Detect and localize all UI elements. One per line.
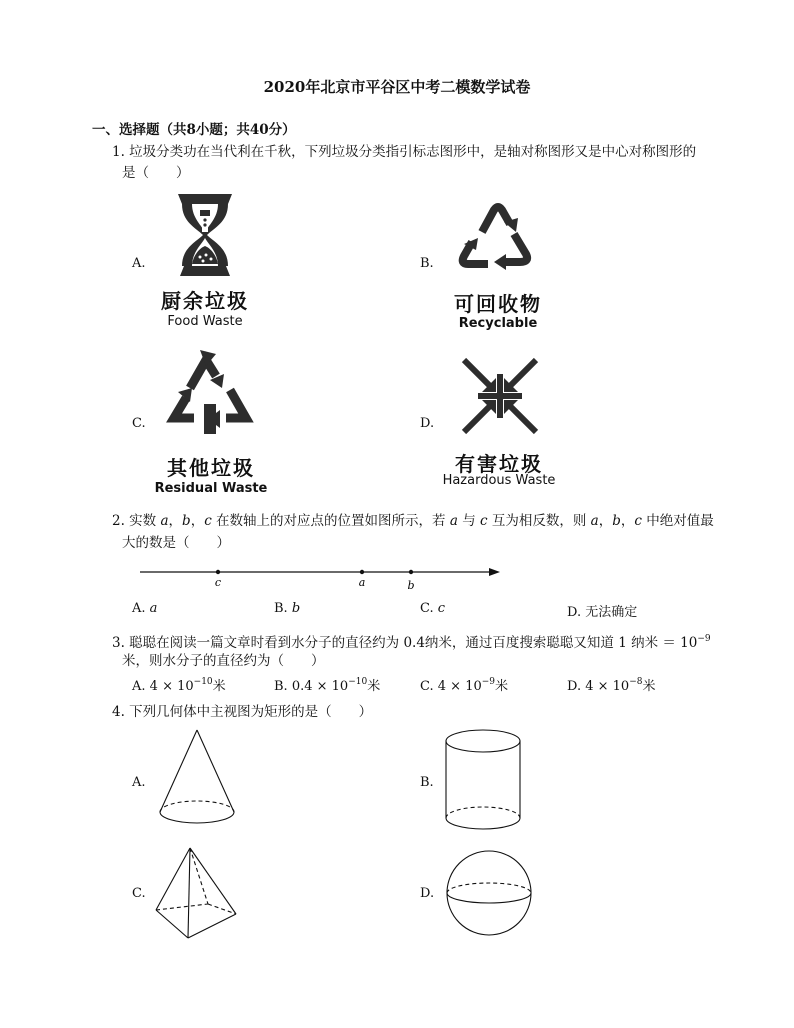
- sphere-icon: [444, 848, 534, 938]
- food-waste-icon: [170, 192, 240, 278]
- q2-var-b: b: [182, 513, 191, 529]
- q2-option-a-letter: A.: [132, 601, 146, 616]
- q3-option-b-unit: 米: [367, 679, 381, 694]
- q2-option-b-letter: B.: [274, 601, 288, 616]
- point-b: [409, 570, 413, 574]
- q1-option-c-letter[interactable]: C.: [132, 416, 146, 431]
- q2-var-b-3: b: [612, 513, 621, 529]
- q3-option-b-base: 0.4 × 10: [291, 679, 349, 694]
- q2-sep-1: ，: [168, 513, 183, 529]
- q2-text-mid: 在数轴上的对应点的位置如图所示，若: [211, 513, 450, 529]
- q4-option-d-letter[interactable]: D.: [420, 886, 435, 901]
- q3-option-a[interactable]: [132, 675, 226, 694]
- q1-option-b-caption-cn: 可回收物: [454, 292, 542, 316]
- q2-option-d-letter: D.: [567, 605, 582, 620]
- q3-option-d-letter: D.: [567, 679, 582, 694]
- q3-option-b[interactable]: [274, 675, 380, 694]
- section-heading: 一、选择题（共8小题；共40分）: [92, 122, 296, 138]
- q4-option-a-letter[interactable]: A.: [132, 775, 146, 790]
- question-1-line-2: 是（ ）: [122, 165, 190, 181]
- label-a: a: [358, 576, 366, 589]
- label-c: c: [214, 576, 222, 589]
- q2-option-b-text: b: [291, 601, 301, 616]
- question-2-line-1: [112, 511, 714, 532]
- label-b: b: [407, 579, 415, 592]
- q3-text: 3. 聪聪在阅读一篇文章时看到水分子的直径约为 0.4纳米，通过百度搜索聪聪又知道 1 纳米 ＝ 10: [112, 635, 698, 651]
- q4-option-b-letter[interactable]: B.: [420, 775, 434, 790]
- q3-exponent: −9: [697, 634, 711, 644]
- q1-option-c-caption-cn: 其他垃圾: [167, 456, 255, 480]
- q1-option-c-caption-en: Residual Waste: [154, 481, 268, 496]
- q2-text-pre: 2. 实数: [112, 513, 161, 529]
- q2-option-c-text: c: [437, 601, 446, 616]
- q2-var-a: a: [160, 513, 169, 529]
- page-title: 2020年北京市平谷区中考二模数学试卷: [263, 78, 531, 96]
- q2-option-b[interactable]: [274, 601, 300, 616]
- q2-var-a-3: a: [590, 513, 599, 529]
- q3-option-c-letter: C.: [420, 679, 434, 694]
- q2-var-c: c: [204, 513, 212, 529]
- q3-option-d[interactable]: [567, 675, 656, 694]
- q3-option-c-unit: 米: [495, 679, 509, 694]
- q3-option-a-exp: −10: [193, 677, 213, 687]
- q3-option-c-exp: −9: [481, 677, 496, 687]
- q2-var-c-2: c: [480, 513, 488, 529]
- question-4-line-1: 4. 下列几何体中主视图为矩形的是（ ）: [112, 704, 373, 720]
- q1-option-d-caption-en: Hazardous Waste: [442, 473, 556, 488]
- question-3-line-2: 米，则水分子的直径约为（ ）: [122, 653, 325, 669]
- q2-option-c-letter: C.: [420, 601, 434, 616]
- q3-option-b-letter: B.: [274, 679, 288, 694]
- q3-option-d-unit: 米: [642, 679, 656, 694]
- q2-text-mid2: 与: [457, 513, 480, 529]
- question-2-line-2: 大的数是（ ）: [122, 535, 230, 551]
- cone-icon: [154, 728, 240, 828]
- q2-sep-4: ，: [620, 513, 635, 529]
- q3-option-c-base: 4 × 10: [437, 679, 482, 694]
- q2-sep-2: ，: [190, 513, 205, 529]
- q2-option-a[interactable]: [132, 601, 157, 616]
- q3-option-b-exp: −10: [348, 677, 368, 687]
- q3-option-c[interactable]: [420, 675, 508, 694]
- residual-waste-icon: [160, 344, 260, 440]
- hazardous-waste-icon: [460, 356, 540, 436]
- q2-option-d[interactable]: [567, 601, 637, 620]
- q2-option-a-text: a: [149, 601, 158, 616]
- q1-option-a-letter[interactable]: A.: [132, 256, 146, 271]
- pyramid-icon: [154, 846, 240, 942]
- question-1-line-1: 1. 垃圾分类功在当代利在千秋，下列垃圾分类指引标志图形中，是轴对称图形又是中心对称图形的: [112, 144, 697, 160]
- q3-option-d-base: 4 × 10: [585, 679, 630, 694]
- q2-option-c[interactable]: [420, 601, 445, 616]
- q2-var-a-2: a: [449, 513, 458, 529]
- q2-sep-3: ，: [598, 513, 613, 529]
- q1-option-a-caption-cn: 厨余垃圾: [161, 289, 249, 313]
- q2-text-mid3: 互为相反数，则: [487, 513, 591, 529]
- q4-option-c-letter[interactable]: C.: [132, 886, 146, 901]
- q1-option-b-letter[interactable]: B.: [420, 256, 434, 271]
- recyclable-icon: [448, 192, 548, 278]
- q3-option-d-exp: −8: [629, 677, 643, 687]
- q1-option-d-caption-cn: 有害垃圾: [455, 452, 543, 476]
- point-a: [360, 570, 364, 574]
- q2-text-end: 中绝对值最: [641, 513, 714, 529]
- q2-var-c-3: c: [634, 513, 642, 529]
- q3-option-a-unit: 米: [212, 679, 226, 694]
- number-line: [140, 562, 502, 592]
- cylinder-icon: [443, 728, 523, 834]
- q3-option-a-letter: A.: [132, 679, 146, 694]
- q1-option-a-caption-en: Food Waste: [167, 314, 243, 329]
- q1-option-b-caption-en: Recyclable: [458, 316, 538, 331]
- q1-option-d-letter[interactable]: D.: [420, 416, 435, 431]
- q3-option-a-base: 4 × 10: [149, 679, 194, 694]
- point-c: [216, 570, 220, 574]
- q2-option-d-text: 无法确定: [585, 605, 638, 620]
